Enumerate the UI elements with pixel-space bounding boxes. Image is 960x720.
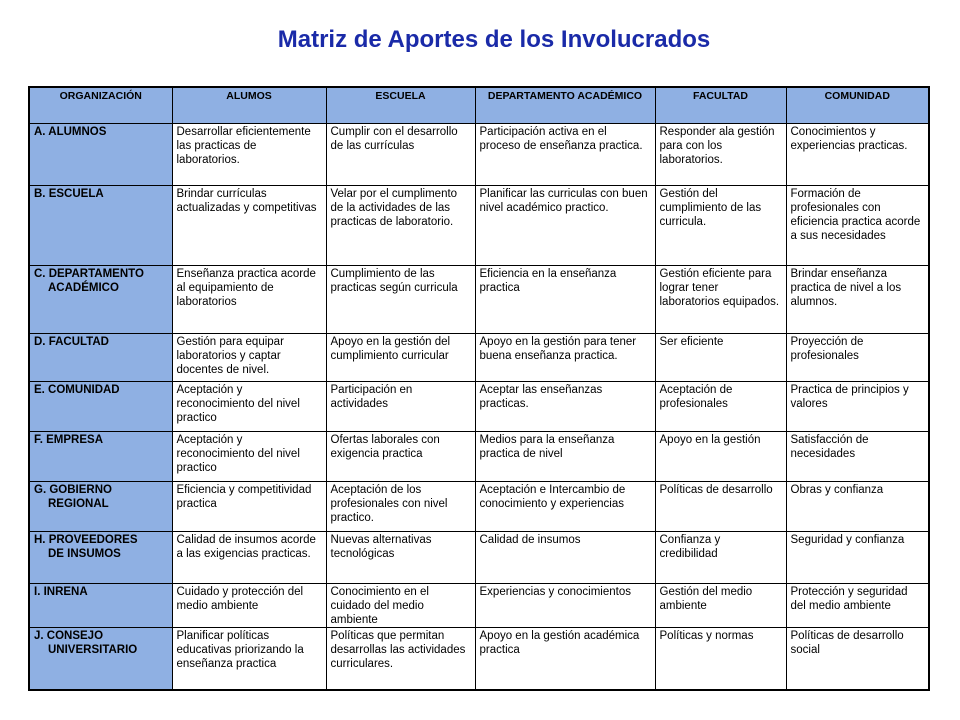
table-row [29, 382, 929, 432]
table-cell: Políticas que permitan desarrollas las actividades curriculares. [326, 628, 475, 690]
header-row [29, 87, 929, 124]
row-organization [29, 334, 172, 382]
table-row [29, 584, 929, 628]
table-cell: Practica de principios y valores [786, 382, 929, 432]
header-organizacion: ORGANIZACIÓN [29, 87, 172, 124]
table-cell: Cumplir con el desarrollo de las currículas [326, 124, 475, 186]
row-organization-line1: A. ALUMNOS [34, 126, 107, 138]
table-cell: Experiencias y conocimientos [475, 584, 655, 628]
row-organization-line1: B. ESCUELA [34, 188, 104, 200]
row-organization-line1: C. DEPARTAMENTO [34, 268, 144, 280]
table-cell: Gestión para equipar laboratorios y captar docentes de nivel. [172, 334, 326, 382]
row-organization-line1: D. FACULTAD [34, 336, 109, 348]
table-row [29, 266, 929, 334]
table-cell: Aceptación y reconocimiento del nivel practico [172, 432, 326, 482]
row-organization-line1: I. INRENA [34, 586, 88, 598]
row-organization-line2: REGIONAL [48, 498, 109, 510]
table-cell: Aceptación de los profesionales con nivel practico. [326, 482, 475, 532]
table-cell: Satisfacción de necesidades [786, 432, 929, 482]
table-row [29, 532, 929, 584]
table-cell: Participación en actividades [326, 382, 475, 432]
row-organization-line1: E. COMUNIDAD [34, 384, 120, 396]
table-cell: Brindar currículas actualizadas y competitivas [172, 186, 326, 266]
table-row [29, 186, 929, 266]
table-cell: Apoyo en la gestión para tener buena enseñanza practica. [475, 334, 655, 382]
header-escuela: ESCUELA [326, 87, 475, 124]
table-cell: Responder ala gestión para con los laboratorios. [655, 124, 786, 186]
table-cell: Cumplimiento de las practicas según curricula [326, 266, 475, 334]
table-cell: Medios para la enseñanza practica de nivel [475, 432, 655, 482]
table-cell: Aceptación y reconocimiento del nivel practico [172, 382, 326, 432]
stakeholder-matrix-table [28, 86, 930, 691]
row-organization-line2: UNIVERSITARIO [48, 644, 138, 656]
table-cell: Eficiencia y competitividad practica [172, 482, 326, 532]
table-cell: Calidad de insumos acorde a las exigencias practicas. [172, 532, 326, 584]
table-cell: Formación de profesionales con eficiencia practica acorde a sus necesidades [786, 186, 929, 266]
table-cell: Seguridad y confianza [786, 532, 929, 584]
table-cell: Participación activa en el proceso de enseñanza practica. [475, 124, 655, 186]
table-cell: Apoyo en la gestión del cumplimiento curricular [326, 334, 475, 382]
row-organization [29, 266, 172, 334]
table-row [29, 334, 929, 382]
table-cell: Aceptación de profesionales [655, 382, 786, 432]
table-cell: Protección y seguridad del medio ambiente [786, 584, 929, 628]
table-cell: Apoyo en la gestión [655, 432, 786, 482]
table-row [29, 124, 929, 186]
table-cell: Eficiencia en la enseñanza practica [475, 266, 655, 334]
row-organization [29, 186, 172, 266]
table-cell: Conocimientos y experiencias practicas. [786, 124, 929, 186]
header-alumos: ALUMOS [172, 87, 326, 124]
table-cell: Gestión del medio ambiente [655, 584, 786, 628]
table-cell: Calidad de insumos [475, 532, 655, 584]
table-row [29, 432, 929, 482]
table-cell: Confianza y credibilidad [655, 532, 786, 584]
row-organization-line2: ACADÉMICO [48, 282, 119, 294]
row-organization [29, 432, 172, 482]
row-organization-line1: G. GOBIERNO [34, 484, 112, 496]
table-cell: Cuidado y protección del medio ambiente [172, 584, 326, 628]
row-organization [29, 628, 172, 690]
table-cell: Políticas de desarrollo social [786, 628, 929, 690]
table-cell: Gestión del cumplimiento de las curricula. [655, 186, 786, 266]
table-cell: Conocimiento en el cuidado del medio ambiente [326, 584, 475, 628]
table-row [29, 628, 929, 690]
table-cell: Ser eficiente [655, 334, 786, 382]
row-organization-line1: F. EMPRESA [34, 434, 104, 446]
table-cell: Brindar enseñanza practica de nivel a los alumnos. [786, 266, 929, 334]
row-organization [29, 584, 172, 628]
table-cell: Nuevas alternativas tecnológicas [326, 532, 475, 584]
table-cell: Planificar las curriculas con buen nivel académico practico. [475, 186, 655, 266]
table-cell: Políticas de desarrollo [655, 482, 786, 532]
table-cell: Apoyo en la gestión académica practica [475, 628, 655, 690]
table-row [29, 482, 929, 532]
table-cell: Enseñanza practica acorde al equipamiento de laboratorios [172, 266, 326, 334]
row-organization [29, 382, 172, 432]
page-title: Matriz de Aportes de los Involucrados [277, 26, 711, 53]
row-organization-line1: J. CONSEJO [34, 630, 104, 642]
table-cell: Planificar políticas educativas priorizando la enseñanza practica [172, 628, 326, 690]
table-cell: Aceptar las enseñanzas practicas. [475, 382, 655, 432]
row-organization-line1: H. PROVEEDORES [34, 534, 138, 546]
table-cell: Aceptación e Intercambio de conocimiento y experiencias [475, 482, 655, 532]
table-cell: Políticas y normas [655, 628, 786, 690]
table-cell: Proyección de profesionales [786, 334, 929, 382]
row-organization [29, 532, 172, 584]
header-comunidad: COMUNIDAD [786, 87, 929, 124]
table-cell: Desarrollar eficientemente las practicas de laboratorios. [172, 124, 326, 186]
header-departamento: DEPARTAMENTO ACADÉMICO [475, 87, 655, 124]
header-facultad: FACULTAD [655, 87, 786, 124]
table-cell: Gestión eficiente para lograr tener laboratorios equipados. [655, 266, 786, 334]
row-organization-line2: DE INSUMOS [48, 548, 121, 560]
row-organization [29, 124, 172, 186]
row-organization [29, 482, 172, 532]
table-cell: Ofertas laborales con exigencia practica [326, 432, 475, 482]
table-cell: Velar por el cumplimento de la actividades de las practicas de laboratorio. [326, 186, 475, 266]
table-cell: Obras y confianza [786, 482, 929, 532]
